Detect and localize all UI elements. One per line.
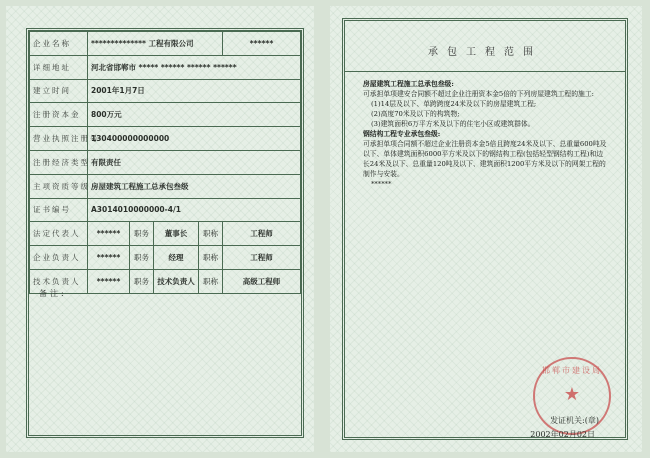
row-value: 130400000000000 [88, 127, 301, 151]
post-label: 职务 [130, 246, 154, 270]
scope-line: 可承担单项建安合同额不超过企业注册资本金5倍的下列房屋建筑工程的施工: [363, 90, 594, 98]
person-row [30, 222, 301, 246]
scope-line: 房屋建筑工程施工总承包叁级: [363, 80, 454, 88]
issue-date: 2002年02月02日 [530, 430, 595, 439]
left-border-frame [26, 28, 304, 438]
scope-line: (3)建筑面积6万平方米及以下的住宅小区或建筑群体。 [371, 120, 535, 128]
person-name: ****** [88, 269, 130, 293]
row-label: 主项资质等级 [30, 174, 88, 198]
scope-line: (1)14层及以下、单跨跨度24米及以下的房屋建筑工程; [371, 100, 537, 108]
title-label: 职称 [199, 222, 223, 246]
scope-content [363, 79, 609, 189]
company-info-table [29, 31, 301, 294]
title-label: 职称 [199, 246, 223, 270]
remarks-label: 备注: [39, 289, 67, 298]
row-label: 证书编号 [30, 198, 88, 222]
info-row [30, 127, 301, 151]
scope-line: 可承担单项合同额不超过企业注册资本金5倍且跨度24米及以下、总重量600吨及以下、单体建筑面积6000平方米及以下的钢结构工程(包括轻型钢结构工程)和边长24米及以下、总重量120吨及以下、建筑面积1200平方米及以下的网架工程的制作与安装。 [363, 140, 607, 178]
right-border-frame [342, 18, 628, 440]
person-title: 工程师 [223, 246, 301, 270]
row-extra: ****** [223, 32, 301, 56]
info-row [30, 79, 301, 103]
info-row [30, 103, 301, 127]
person-name: ****** [88, 222, 130, 246]
row-label: 建立时间 [30, 79, 88, 103]
row-label: 企业名称 [30, 32, 88, 56]
certificate-left-page [6, 6, 314, 452]
post-label: 职务 [130, 269, 154, 293]
title-divider [345, 71, 625, 72]
info-row [30, 32, 301, 56]
row-label: 注册经济类型 [30, 150, 88, 174]
person-role-label: 企业负责人 [30, 246, 88, 270]
person-row [30, 246, 301, 270]
scope-line: ****** [371, 180, 392, 188]
person-post: 技术负责人 [154, 269, 199, 293]
title-label: 职称 [199, 269, 223, 293]
issuing-authority: 发证机关:(章) [550, 416, 599, 425]
person-role-label: 技术负责人 [30, 269, 88, 293]
remarks-area [29, 282, 301, 435]
row-value: A3014010000000-4/1 [88, 198, 301, 222]
row-value: 2001年1月7日 [88, 79, 301, 103]
info-row [30, 198, 301, 222]
info-row [30, 174, 301, 198]
row-value: 房屋建筑工程施工总承包叁级 [88, 174, 301, 198]
row-label: 详细地址 [30, 55, 88, 79]
row-value: ************** 工程有限公司 [88, 32, 223, 56]
row-label: 营业执照注册号 [30, 127, 88, 151]
person-role-label: 法定代表人 [30, 222, 88, 246]
row-value: 有限责任 [88, 150, 301, 174]
person-title: 工程师 [223, 222, 301, 246]
person-post: 董事长 [154, 222, 199, 246]
row-value: 河北省邯郸市 ***** ****** ****** ****** [88, 55, 301, 79]
info-row [30, 55, 301, 79]
certificate-right-page [330, 6, 642, 452]
row-label: 注册资本金 [30, 103, 88, 127]
scope-line: (2)高度70米及以下的构筑物; [371, 110, 460, 118]
person-name: ****** [88, 246, 130, 270]
seal-star-icon: ★ [563, 384, 581, 405]
seal-text: 邯郸市建设局 [542, 366, 602, 375]
info-row [30, 150, 301, 174]
person-post: 经理 [154, 246, 199, 270]
person-title: 高级工程师 [223, 269, 301, 293]
scope-line: 钢结构工程专业承包叁级: [363, 130, 441, 138]
row-value: 800万元 [88, 103, 301, 127]
scope-title: 承包工程范围 [428, 47, 542, 58]
post-label: 职务 [130, 222, 154, 246]
